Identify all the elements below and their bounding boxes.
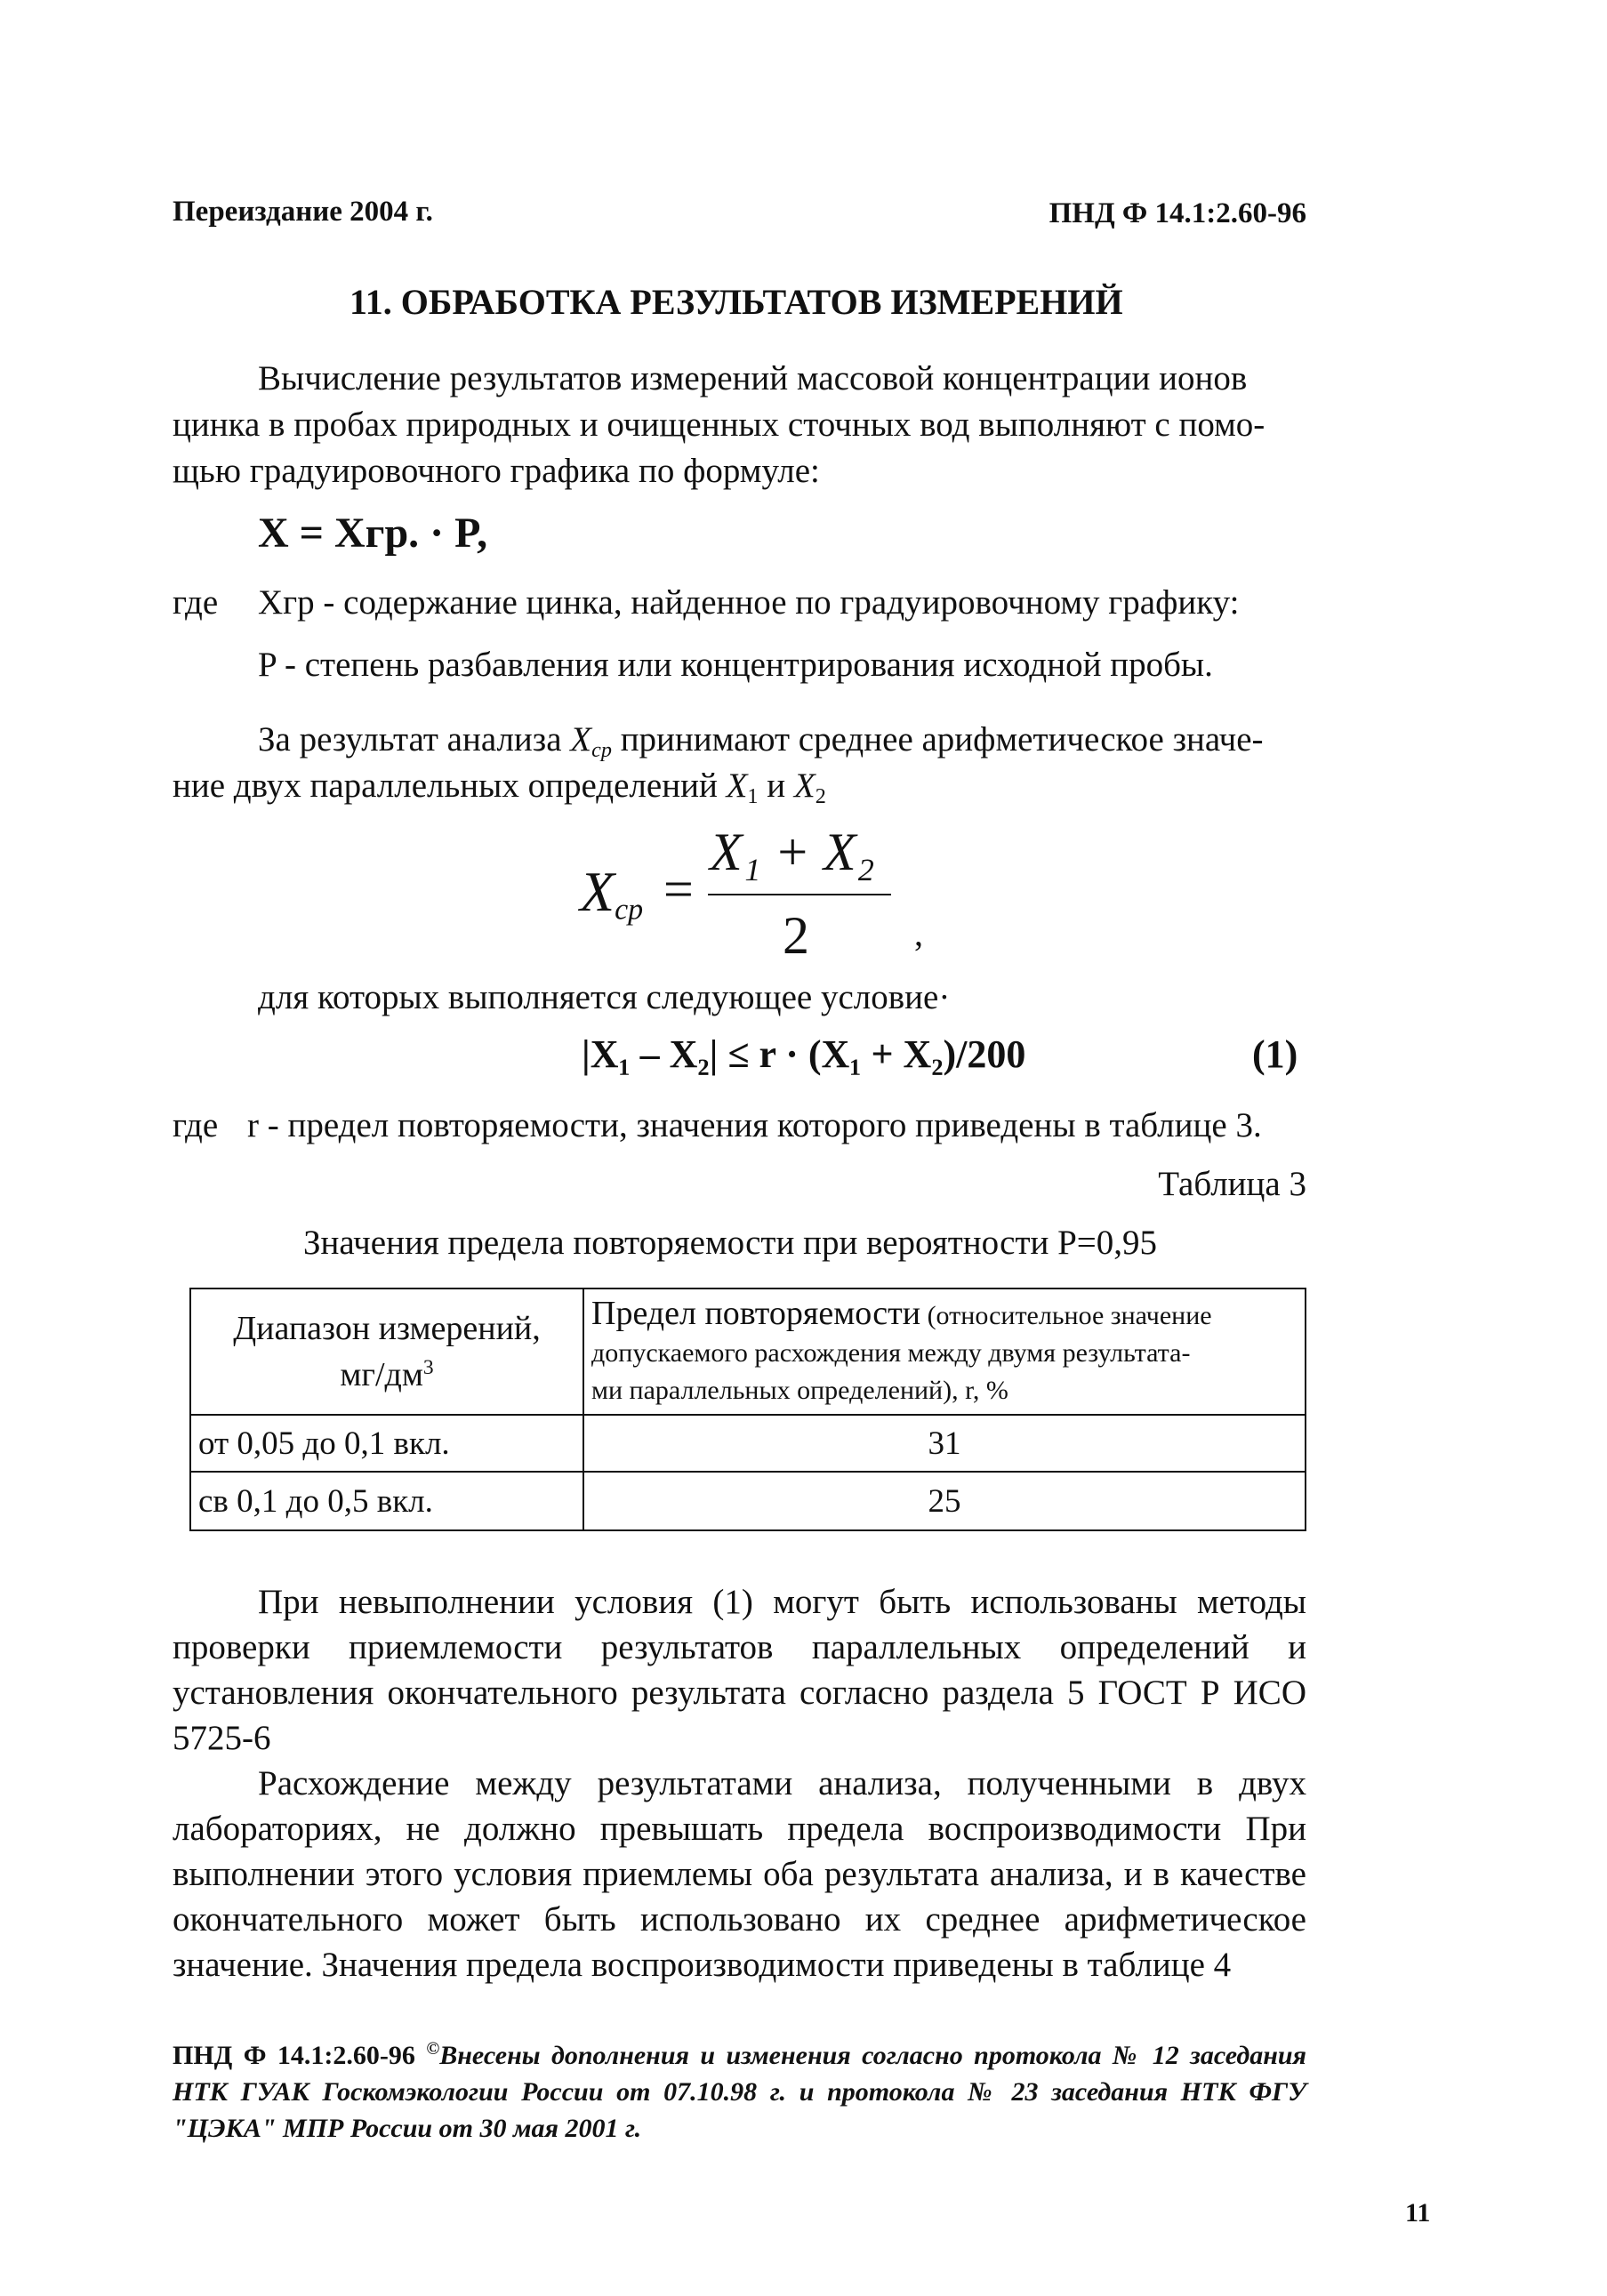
- cell-range: от 0,05 до 0,1 вкл.: [190, 1415, 583, 1472]
- formula-mean-lhs: $X_{ср}$: [580, 860, 644, 927]
- table-row: [190, 1415, 1306, 1472]
- footnote-text: Внесены дополнения и изменения согласно протокола № 12 заседания НТК ГУАК Госкомэкологии России от 07.10.98 г. и протокола № 23 заседания НТК ФГУ "ЦЭКА" МПР России от 30 мая 2001 г.: [173, 2041, 1307, 2143]
- repeatability-table: [189, 1288, 1306, 1531]
- header-limit: Предел повторяемости (относительное значение допускаемого расхождения между двумя результата- ми параллельных определений), r, %: [583, 1288, 1306, 1415]
- paragraph-reproducibility: Расхождение между результатами анализа, полученными в двух лабораториях, не должно превышать предела воспроизводимости При выполнении этого условия приемлемы оба результата анализа, и в качестве окончательного может быть использовано их среднее арифметическое значение. Значения предела воспроизводимости приведены в таблице 4: [173, 1764, 1306, 1984]
- formula-condition: |X₁ – X₂| ≤ r · (X₁ + X₂)/200: [582, 1032, 1026, 1076]
- definition-p: P - степень разбавления или концентрирования исходной пробы.: [258, 646, 1213, 684]
- table-caption: Значения предела повторяемости при вероятности P=0,95: [303, 1224, 1158, 1262]
- condition-intro: для которых выполняется следующее условие·: [258, 978, 951, 1016]
- footnote: [173, 2031, 1306, 2147]
- where-label-2: где: [173, 1106, 219, 1144]
- formula-mean-denominator: 2: [783, 906, 809, 965]
- cell-range: св 0,1 до 0,5 вкл.: [190, 1472, 583, 1530]
- table-header-row: [190, 1288, 1306, 1415]
- intro-line-2: цинка в пробах природных и очищенных сточных вод выполняют с помо-: [173, 405, 1266, 444]
- footnote-code: ПНД Ф 14.1:2.60-96: [173, 2041, 415, 2070]
- table-row: [190, 1472, 1306, 1530]
- cell-value: 25: [583, 1472, 1306, 1530]
- intro-line-3: щью градуировочного графика по формуле:: [173, 452, 820, 490]
- page-number: 11: [1405, 2198, 1431, 2228]
- header-range: Диапазон измерений, $мг/дм^3$: [190, 1288, 583, 1415]
- formula-mean-eq: =: [663, 860, 694, 919]
- formula-mean-numerator: X₁ + X₂: [710, 823, 875, 881]
- formula-main: X = Xгр. · P,: [258, 510, 488, 557]
- formula-mean-comma: ,: [914, 913, 923, 953]
- section-title: 11. ОБРАБОТКА РЕЗУЛЬТАТОВ ИЗМЕРЕНИЙ: [350, 282, 1123, 322]
- paragraph-acceptability: При невыполнении условия (1) могут быть использованы методы проверки приемлемости результатов параллельных определений и установления окончательного результата согласно раздела 5 ГОСТ Р ИСО 5725-6: [173, 1583, 1306, 1757]
- definition-r: r - предел повторяемости, значения которого приведены в таблице 3.: [247, 1106, 1262, 1144]
- result-line-1: За результат анализа $X_{ср}$ принимают среднее арифметическое значе-: [258, 720, 1264, 762]
- cell-value: 31: [583, 1415, 1306, 1472]
- header-left: Переиздание 2004 г.: [173, 196, 433, 228]
- result-line-2: ние двух параллельных определений $X_1$ и $X_2$: [173, 767, 826, 808]
- where-label-1: где: [173, 583, 219, 622]
- equation-number: (1): [1252, 1032, 1298, 1076]
- fraction-bar: [708, 894, 891, 895]
- header-right: ПНД Ф 14.1:2.60-96: [1049, 197, 1306, 229]
- definition-xgr: Xгр - содержание цинка, найденное по градуировочному графику:: [258, 583, 1240, 622]
- intro-line-1: Вычисление результатов измерений массовой концентрации ионов: [258, 359, 1248, 397]
- table-label: Таблица 3: [1158, 1165, 1306, 1203]
- footnote-mark: ©: [426, 2039, 440, 2059]
